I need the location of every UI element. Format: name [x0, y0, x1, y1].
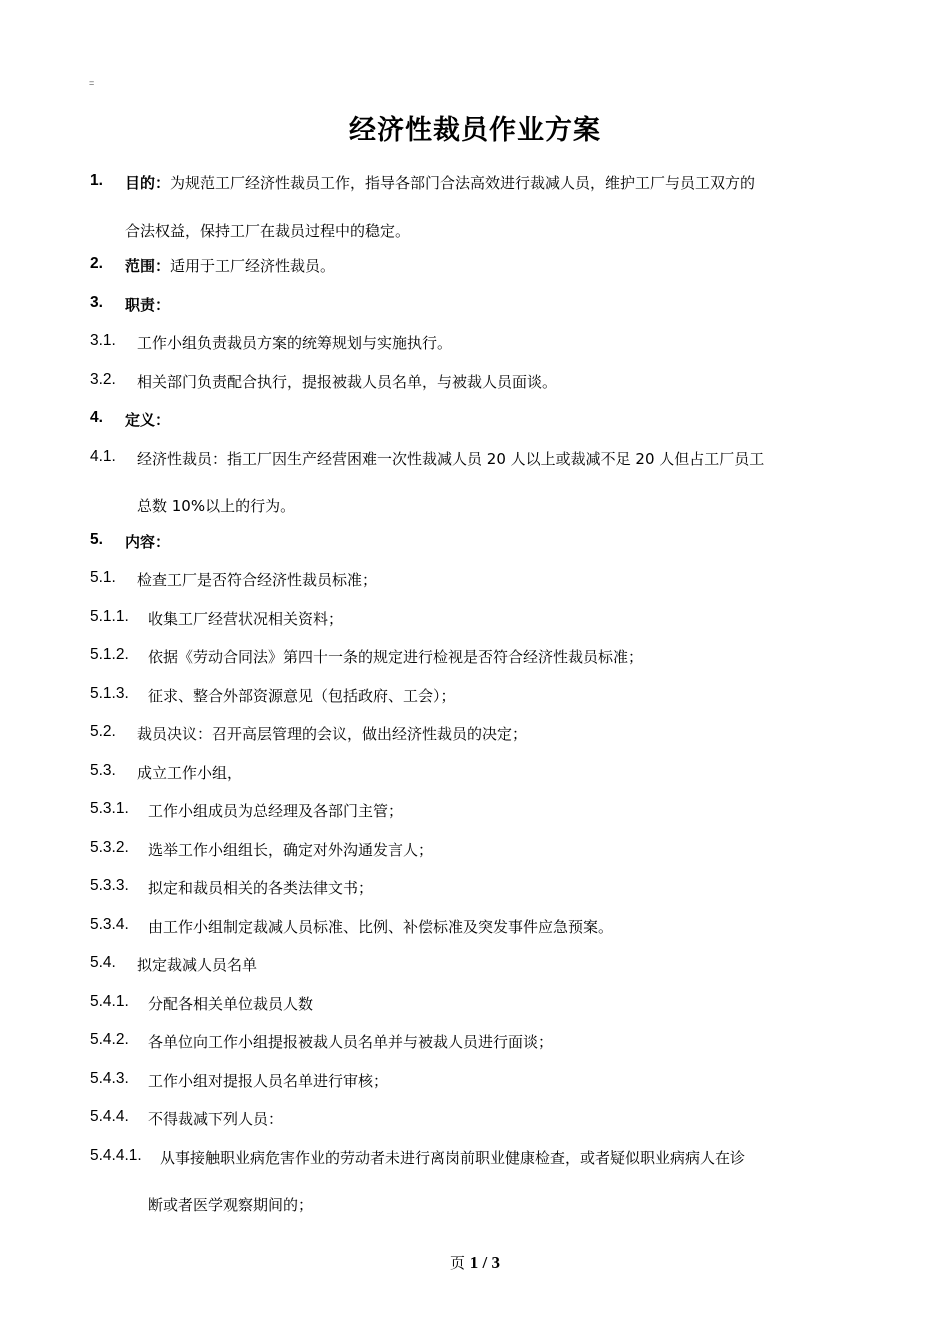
item-number: 2. — [90, 255, 103, 272]
item-text: 适用于工厂经济性裁员。 — [170, 257, 336, 275]
item-text: 依据《劳动合同法》第四十一条的规定进行检视是否符合经济性裁员标准； — [148, 648, 644, 666]
item-number: 1. — [90, 172, 103, 189]
list-item — [90, 800, 403, 821]
item-number: 5.1.3. — [90, 684, 129, 702]
footer-page-total: 3 — [491, 1253, 500, 1272]
item-text-line — [125, 531, 170, 552]
item-text-line — [137, 954, 257, 975]
list-item — [90, 172, 755, 241]
item-text-line — [125, 172, 755, 193]
list-item — [90, 839, 433, 860]
list-item — [90, 1070, 388, 1091]
item-number: 3.2. — [90, 370, 116, 388]
item-text-line — [125, 255, 335, 276]
list-item — [90, 569, 377, 590]
item-label: 职责： — [125, 295, 171, 314]
item-text-line — [137, 723, 527, 744]
item-number: 5.4.2. — [90, 1031, 129, 1048]
list-item — [90, 332, 452, 353]
item-number: 5.1.2. — [90, 646, 129, 663]
page-footer — [0, 1252, 950, 1273]
item-text-line — [137, 332, 452, 353]
footer-separator: / — [478, 1253, 492, 1272]
item-label: 目的： — [125, 174, 171, 192]
header-mark: = — [89, 78, 95, 88]
item-label: 范围： — [125, 257, 171, 275]
item-text-line — [148, 1108, 283, 1129]
item-number: 5.3.3. — [90, 877, 129, 894]
list-item — [90, 294, 170, 315]
item-number: 5.4.4.1. — [90, 1146, 142, 1164]
item-text: 从事接触职业病危害作业的劳动者未进行离岗前职业健康检查，或者疑似职业病病人在诊 — [160, 1148, 746, 1167]
list-item — [90, 1108, 283, 1129]
item-text: 工作小组对提报人员名单进行审核； — [148, 1071, 389, 1090]
item-text: 分配各相关单位裁员人数 — [148, 994, 314, 1013]
item-number: 4.1. — [90, 447, 116, 465]
item-continuation: 断或者医学观察期间的； — [148, 1196, 314, 1214]
list-item — [90, 1031, 553, 1052]
list-item — [90, 646, 643, 667]
item-text-line — [148, 685, 456, 706]
footer-page-number: 1 — [469, 1253, 479, 1272]
item-text-line — [148, 877, 373, 898]
item-continuation: 合法权益，保持工厂在裁员过程中的稳定。 — [125, 221, 411, 240]
item-text-line — [148, 608, 343, 629]
item-text-line — [148, 993, 313, 1014]
item-number: 5.3.2. — [90, 838, 129, 856]
item-text: 不得裁减下列人员： — [148, 1110, 284, 1128]
item-text-line — [137, 448, 764, 469]
item-number: 5.1.1. — [90, 607, 129, 625]
item-text: 拟定裁减人员名单 — [137, 956, 258, 974]
item-text-line — [148, 800, 403, 821]
list-item — [90, 448, 764, 517]
list-item — [90, 916, 613, 937]
item-number: 4. — [90, 409, 103, 426]
item-continuation: 总数 10%以上的行为。 — [137, 497, 296, 515]
document-title: 经济性裁员作业方案 — [349, 115, 601, 146]
item-number: 5.3. — [90, 761, 116, 779]
item-number: 3. — [90, 293, 103, 311]
item-text: 相关部门负责配合执行，提报被裁人员名单，与被裁人员面谈。 — [137, 372, 558, 391]
item-text-line — [148, 1031, 553, 1052]
item-text: 由工作小组制定裁减人员标准、比例、补偿标准及突发事件应急预案。 — [148, 917, 614, 936]
item-text: 选举工作小组组长，确定对外沟通发言人； — [148, 840, 434, 859]
item-text: 工作小组成员为总经理及各部门主管； — [148, 802, 404, 820]
item-text-line — [148, 1070, 388, 1091]
item-number: 5.4.3. — [90, 1069, 129, 1087]
item-label: 内容： — [125, 532, 171, 551]
list-item — [90, 1147, 745, 1216]
item-number: 5.4.1. — [90, 992, 129, 1010]
list-item — [90, 762, 242, 783]
list-item — [90, 255, 335, 276]
item-text: 收集工厂经营状况相关资料； — [148, 609, 344, 628]
item-number: 3.1. — [90, 332, 116, 349]
item-text: 检查工厂是否符合经济性裁员标准； — [137, 571, 378, 589]
item-number: 5.3.1. — [90, 800, 129, 817]
list-item — [90, 371, 557, 392]
list-item — [90, 685, 456, 706]
item-text: 成立工作小组， — [137, 763, 243, 782]
footer-prefix: 页 — [449, 1254, 470, 1272]
item-text-line — [148, 839, 433, 860]
list-item — [90, 723, 527, 744]
item-number: 5.4. — [90, 954, 116, 971]
item-text-line — [137, 371, 557, 392]
item-text-line — [125, 409, 170, 430]
item-label: 定义： — [125, 411, 171, 429]
item-text-line — [148, 916, 613, 937]
item-text-line — [148, 646, 643, 667]
item-text: 拟定和裁员相关的各类法律文书； — [148, 879, 374, 897]
item-text: 工作小组负责裁员方案的统筹规划与实施执行。 — [137, 334, 453, 352]
list-item — [90, 877, 373, 898]
item-text: 为规范工厂经济性裁员工作，指导各部门合法高效进行裁减人员，维护工厂与员工双方的 — [170, 174, 756, 192]
list-item — [90, 409, 170, 430]
item-text: 各单位向工作小组提报被裁人员名单并与被裁人员进行面谈； — [148, 1033, 554, 1051]
item-number: 5.1. — [90, 569, 116, 586]
item-text: 征求、整合外部资源意见（包括政府、工会）； — [148, 686, 456, 705]
item-number: 5.4.4. — [90, 1108, 129, 1125]
list-item — [90, 993, 313, 1014]
item-number: 5.2. — [90, 723, 116, 740]
item-text-line — [137, 569, 377, 590]
item-number: 5.3.4. — [90, 915, 129, 933]
item-number: 5. — [90, 530, 103, 548]
item-text: 裁员决议：召开高层管理的会议，做出经济性裁员的决定； — [137, 725, 528, 743]
list-item — [90, 954, 257, 975]
item-text: 经济性裁员：指工厂因生产经营困难一次性裁减人员 20 人以上或裁减不足 20 人但占工厂员工 — [137, 449, 765, 468]
item-text-line — [137, 762, 242, 783]
item-text-line — [160, 1147, 745, 1168]
item-text-line — [125, 294, 170, 315]
list-item — [90, 531, 170, 552]
list-item — [90, 608, 343, 629]
